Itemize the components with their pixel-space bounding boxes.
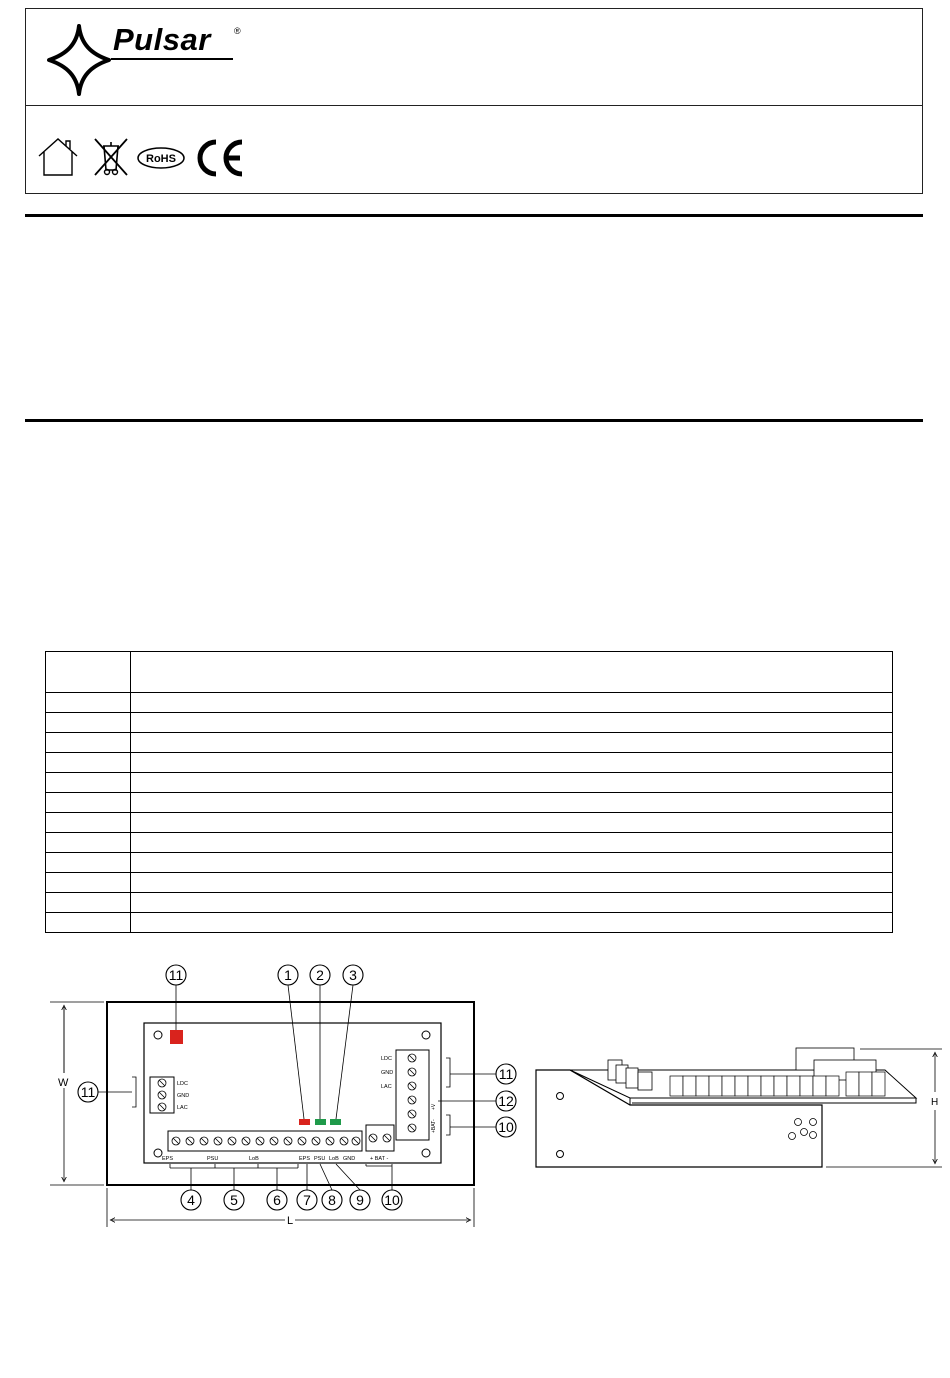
registered-mark: ® — [234, 26, 241, 36]
callout-label: 6 — [273, 1192, 281, 1208]
callout-label: 11 — [168, 967, 184, 983]
callout-label: 1 — [284, 967, 292, 983]
rohs-icon — [136, 146, 186, 170]
led-red — [299, 1119, 310, 1125]
table-row — [46, 893, 893, 913]
ce-mark-icon — [194, 138, 246, 178]
table-cell — [46, 873, 131, 893]
table-cell — [131, 853, 893, 873]
terminal-label: LAC — [177, 1105, 188, 1111]
terminal-label: + BAT - — [370, 1156, 389, 1162]
table-cell — [131, 913, 893, 933]
table-cell — [131, 713, 893, 733]
table-row — [46, 693, 893, 713]
terminal-label: LoB — [329, 1156, 339, 1162]
terminal-label: LAC — [381, 1084, 392, 1090]
table-cell — [46, 913, 131, 933]
table-row — [46, 873, 893, 893]
table-cell — [46, 753, 131, 773]
section-rule-top — [25, 214, 923, 217]
terminal-label: EPS — [299, 1156, 311, 1162]
callout-label: 12 — [498, 1093, 514, 1109]
table-row — [46, 913, 893, 933]
callout-label: 11 — [80, 1084, 96, 1100]
top-view-diagram — [40, 955, 520, 1240]
weee-crossed-bin-icon — [91, 136, 131, 178]
table-cell — [46, 833, 131, 853]
table-cell — [46, 713, 131, 733]
table-cell — [46, 773, 131, 793]
table-cell — [131, 833, 893, 853]
callout-label: 10 — [498, 1119, 514, 1135]
table-row — [46, 833, 893, 853]
led-green-2 — [330, 1119, 341, 1125]
table-row — [46, 793, 893, 813]
table-row — [46, 733, 893, 753]
side-view-diagram — [530, 1040, 950, 1175]
table-cell — [46, 693, 131, 713]
terminal-label: PSU — [207, 1156, 219, 1162]
callout-label: 2 — [316, 967, 324, 983]
terminal-label: LDC — [381, 1056, 393, 1062]
table-cell — [46, 652, 131, 693]
table-cell — [131, 893, 893, 913]
table-row — [46, 773, 893, 793]
section-rule-bottom — [25, 419, 923, 422]
table-cell — [46, 733, 131, 753]
logo-wordmark: Pulsar — [113, 22, 211, 57]
terminal-label: EPS — [162, 1156, 174, 1162]
table-cell — [46, 793, 131, 813]
callout-label: 9 — [356, 1192, 364, 1208]
callout-label: 4 — [187, 1192, 195, 1208]
table-cell — [131, 773, 893, 793]
header-separator — [25, 105, 923, 106]
terminal-label: LDC — [177, 1081, 189, 1087]
terminal-label: LoB — [249, 1156, 259, 1162]
table-cell — [131, 753, 893, 773]
logo-underline — [111, 58, 233, 60]
terminal-label: PSU — [314, 1156, 326, 1162]
table-cell — [46, 853, 131, 873]
table-cell — [131, 652, 893, 693]
table-row — [46, 753, 893, 773]
table-row — [46, 713, 893, 733]
table-cell — [46, 893, 131, 913]
callout-label: 3 — [349, 967, 357, 983]
terminal-label: +V — [431, 1103, 437, 1110]
callout-label: 5 — [230, 1192, 238, 1208]
terminal-label: +BAT- — [431, 1119, 437, 1133]
indoor-house-icon — [36, 136, 80, 178]
table-header-row — [46, 652, 893, 693]
table-row — [46, 853, 893, 873]
dimension-l-label: L — [287, 1215, 294, 1227]
dimension-w-label: W — [58, 1077, 69, 1089]
terminal-label: GND — [177, 1093, 190, 1099]
callout-label: 8 — [328, 1192, 336, 1208]
terminal-label: GND — [381, 1070, 394, 1076]
red-indicator — [170, 1030, 183, 1044]
specification-table — [45, 651, 893, 933]
svg-text:RoHS: RoHS — [146, 153, 176, 165]
table-cell — [131, 733, 893, 753]
table-row — [46, 813, 893, 833]
pulsar-star-logo-icon — [47, 24, 111, 96]
callout-label: 10 — [384, 1192, 400, 1208]
table-cell — [131, 793, 893, 813]
callout-label: 7 — [303, 1192, 311, 1208]
table-cell — [131, 813, 893, 833]
terminal-label: GND — [343, 1156, 356, 1162]
table-cell — [131, 873, 893, 893]
dimension-h-label: H — [931, 1097, 939, 1108]
callout-label: 11 — [498, 1066, 514, 1082]
table-cell — [46, 813, 131, 833]
table-cell — [131, 693, 893, 713]
led-green-1 — [315, 1119, 326, 1125]
